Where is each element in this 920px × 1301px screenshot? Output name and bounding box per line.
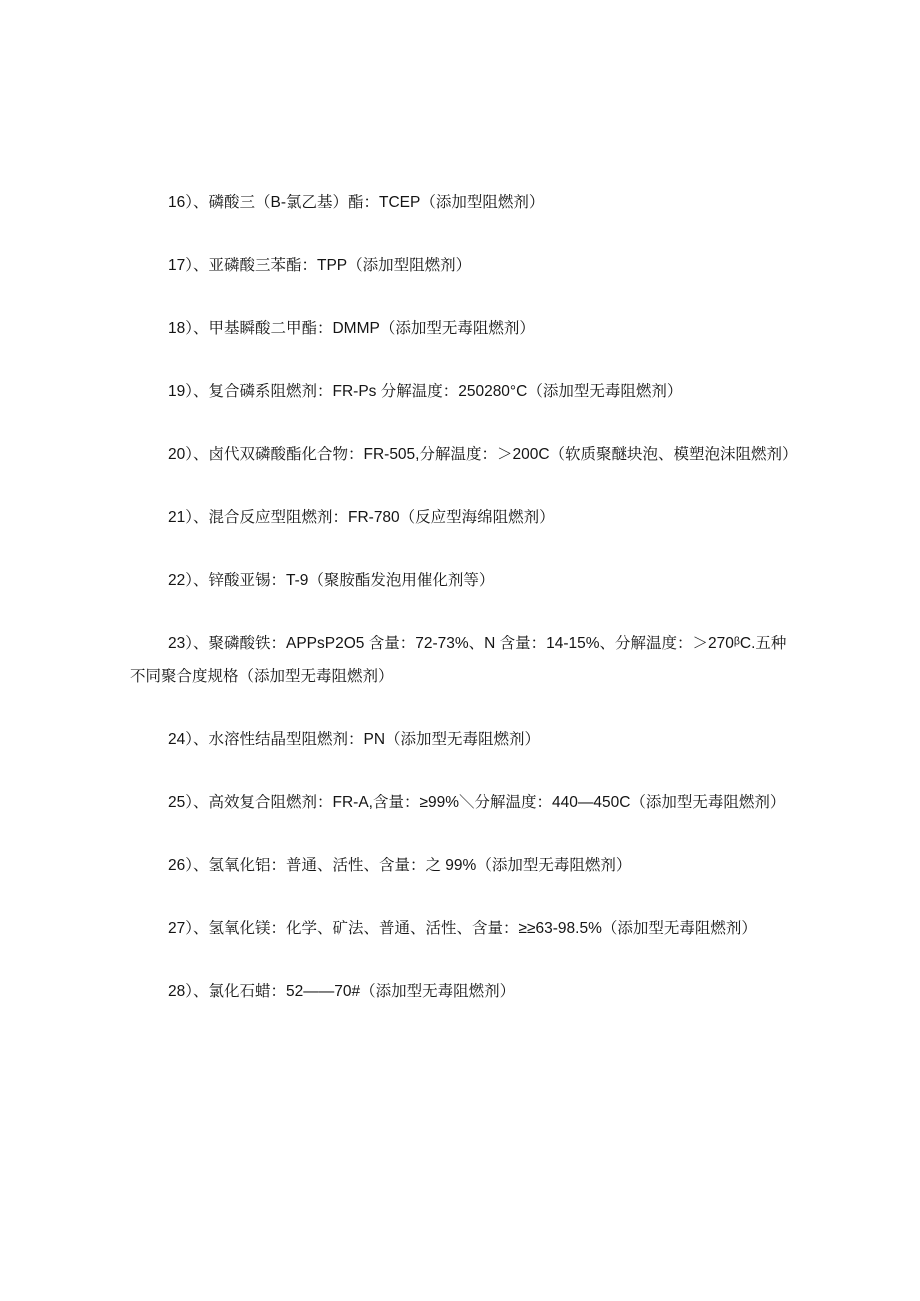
list-item-17: 17）、亚磷酸三苯酯：TPP（添加型阻燃剂） xyxy=(168,257,472,274)
list-item-28: 28）、氯化石蜡：52——70#（添加型无毒阻燃剂） xyxy=(168,983,516,1000)
list-item-25: 25）、高效复合阻燃剂：FR-A,含量：≥99%＼分解温度：440—450C（添加型无毒阻燃剂） xyxy=(168,794,786,811)
list-item-16: 16）、磷酸三（B-氯乙基）酯：TCEP（添加型阻燃剂） xyxy=(168,194,545,211)
list-item-20: 20）、卤代双磷酸酯化合物：FR-505,分解温度：＞200C（软质聚醚块泡、模塑泡沫阻燃剂） xyxy=(168,446,798,463)
list-item-27: 27）、氢氧化镁：化学、矿法、普通、活性、含量：≥≥63-98.5%（添加型无毒阻燃剂） xyxy=(168,920,757,937)
list-item-24: 24）、水溶性结晶型阻燃剂：PN（添加型无毒阻燃剂） xyxy=(168,731,541,748)
document-body xyxy=(130,186,798,1038)
list-item-19: 19）、复合磷系阻燃剂：FR-Ps 分解温度：250280°C（添加型无毒阻燃剂） xyxy=(168,383,683,400)
list-item-18: 18）、甲基瞬酸二甲酯：DMMP（添加型无毒阻燃剂） xyxy=(168,320,535,337)
list-item-22: 22）、锌酸亚锡：T-9（聚胺酯发泡用催化剂等） xyxy=(168,572,495,589)
list-item-23: 23）、聚磷酸铁：APPsP2O5 含量：72-73%、N 含量：14-15%、分解温度：＞270ᵝC.五种不同聚合度规格（添加型无毒阻燃剂） xyxy=(130,635,787,685)
list-item-21: 21）、混合反应型阻燃剂：FR-780（反应型海绵阻燃剂） xyxy=(168,509,555,526)
list-item-26: 26）、氢氧化铝：普通、活性、含量：之 99%（添加型无毒阻燃剂） xyxy=(168,857,632,874)
